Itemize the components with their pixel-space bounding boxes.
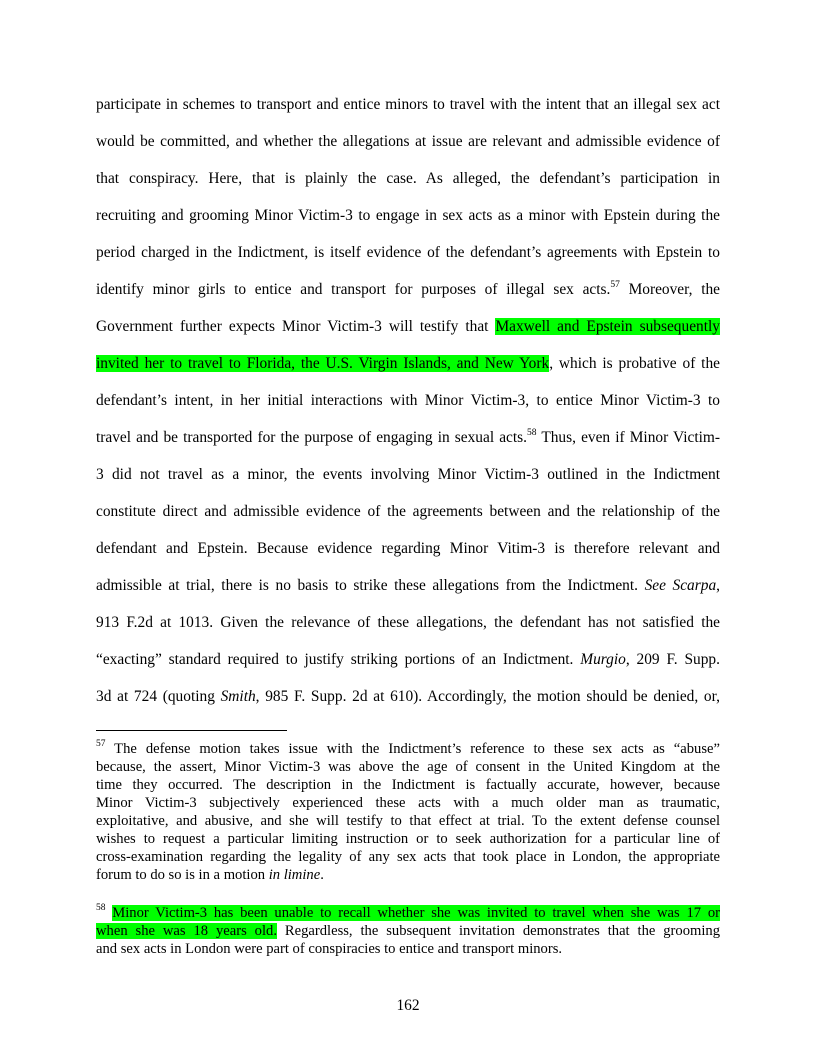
body-text: 3d at 724 (quoting xyxy=(96,688,221,705)
body-text: , which is probative of the xyxy=(549,355,720,372)
highlighted-text: invited her to travel to Florida, the U.S. Virgin Islands, and New York xyxy=(96,355,550,372)
body-line xyxy=(96,206,720,226)
body-text: identify minor girls to entice and transport for purposes of illegal sex acts. xyxy=(96,281,611,298)
footnote-text: forum to do so is in a motion xyxy=(96,867,269,883)
body-text: would be committed, and whether the allegations at issue are relevant and admissible evidence of xyxy=(96,133,720,150)
footnote-ref-57: 57 xyxy=(610,279,620,290)
body-text: 913 F.2d at 1013. Given the relevance of these allegations, the defendant has not satisfied the xyxy=(96,614,720,631)
page-number: 162 xyxy=(396,997,420,1014)
footnote-57-line xyxy=(96,812,720,830)
body-text: , 209 F. Supp. xyxy=(625,651,720,668)
footnote-57-line xyxy=(96,776,720,794)
footnote-text: The defense motion takes issue with the Indictment’s reference to these sex acts as “abuse” xyxy=(105,741,720,757)
case-citation: Smith xyxy=(220,688,256,705)
footnote-number: 57 xyxy=(96,739,106,750)
footnote-text: and sex acts in London were part of conspiracies to entice and transport minors. xyxy=(96,941,563,957)
body-line xyxy=(96,280,720,300)
footnote-57-line xyxy=(96,848,720,866)
footnote-italic: in limine xyxy=(268,867,321,883)
footnote-number: 58 xyxy=(96,903,106,914)
body-line xyxy=(96,539,720,559)
case-citation: Murgio xyxy=(580,651,626,668)
body-text: recruiting and grooming Minor Victim-3 to engage in sex acts as a minor with Epstein during the xyxy=(96,207,720,224)
body-text: defendant’s intent, in her initial interactions with Minor Victim-3, to entice Minor Victim-3 to xyxy=(96,392,720,409)
footnote-58-line xyxy=(96,940,720,958)
body-line xyxy=(96,169,720,189)
body-line xyxy=(96,465,720,485)
body-text: constitute direct and admissible evidence of the agreements between and the relationship of the xyxy=(96,503,720,520)
footnote-text: . xyxy=(320,867,324,883)
body-text: , xyxy=(716,577,720,594)
footnote-58-line xyxy=(96,904,720,922)
case-citation: See Scarpa xyxy=(644,577,717,594)
body-text: that conspiracy. Here, that is plainly the case. As alleged, the defendant’s participation in xyxy=(96,170,720,187)
footnote-57-line xyxy=(96,740,720,758)
footnote-ref-58: 58 xyxy=(527,427,537,438)
body-text: period charged in the Indictment, is itself evidence of the defendant’s agreements with Epstein to xyxy=(96,244,720,261)
body-text: defendant and Epstein. Because evidence regarding Minor Vitim-3 is therefore relevant and xyxy=(96,540,720,557)
footnote-58-line xyxy=(96,922,720,940)
body-text: Government further expects Minor Victim-3 will testify that xyxy=(96,318,496,335)
footnote-text: exploitative, and abusive, and she will testify to that effect at trial. To the extent defense counsel xyxy=(96,813,720,829)
body-line xyxy=(96,428,720,448)
footnote-57-line xyxy=(96,794,720,812)
highlighted-text: Minor Victim-3 has been unable to recall whether she was invited to travel when she was 17 or xyxy=(112,905,720,921)
body-line xyxy=(96,95,720,115)
body-text: travel and be transported for the purpose of engaging in sexual acts. xyxy=(96,429,527,446)
body-text: Moreover, the xyxy=(619,281,720,298)
body-line xyxy=(96,317,720,337)
body-line xyxy=(96,687,720,707)
body-line xyxy=(96,391,720,411)
body-line xyxy=(96,132,720,152)
footnote-text: cross-examination regarding the legality of any sex acts that took place in London, the appropriate xyxy=(96,849,720,865)
footnote-57-line xyxy=(96,866,720,884)
body-line xyxy=(96,613,720,633)
body-text: participate in schemes to transport and entice minors to travel with the intent that an illegal sex act xyxy=(96,96,720,113)
body-text: Thus, even if Minor Victim- xyxy=(536,429,720,446)
body-line xyxy=(96,576,720,596)
highlighted-text: Maxwell and Epstein subsequently xyxy=(495,318,720,335)
body-text: “exacting” standard required to justify striking portions of an Indictment. xyxy=(96,651,581,668)
body-text: , 985 F. Supp. 2d at 610). Accordingly, the motion should be denied, or, xyxy=(255,688,720,705)
body-line xyxy=(96,243,720,263)
highlighted-text: when she was 18 years old. xyxy=(96,923,277,939)
footnote-separator xyxy=(96,730,287,731)
footnote-text: because, the assert, Minor Victim-3 was above the age of consent in the United Kingdom at the xyxy=(96,759,720,775)
body-text: 3 did not travel as a minor, the events involving Minor Victim-3 outlined in the Indictment xyxy=(96,466,720,483)
body-line xyxy=(96,354,720,374)
body-text: admissible at trial, there is no basis to strike these allegations from the Indictment. xyxy=(96,577,645,594)
footnote-57-line xyxy=(96,758,720,776)
footnote-text: Minor Victim-3 subjectively experienced these acts with a much older man as traumatic, xyxy=(96,795,720,811)
footnote-text: time they occurred. The description in the Indictment is factually accurate, however, because xyxy=(96,777,720,793)
footnote-57-line xyxy=(96,830,720,848)
footnote-text: Regardless, the subsequent invitation demonstrates that the grooming xyxy=(276,923,721,939)
body-line xyxy=(96,650,720,670)
body-line xyxy=(96,502,720,522)
footnote-text: wishes to request a particular limiting instruction or to seek authorization for a particular line of xyxy=(96,831,720,847)
